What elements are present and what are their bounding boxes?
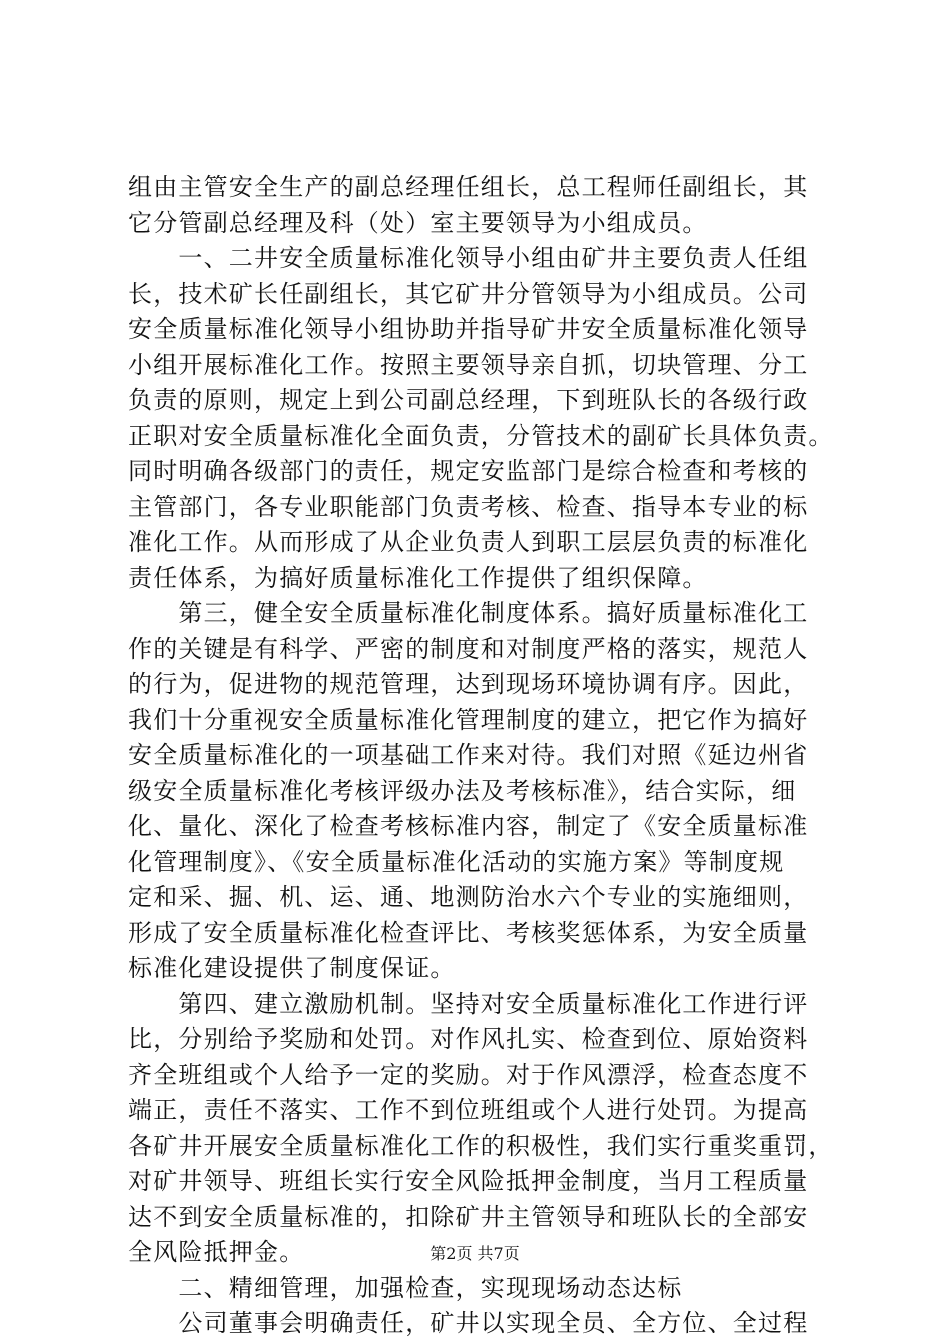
- text-line: 化管理制度》、《安全质量标准化活动的实施方案》等制度规: [128, 847, 785, 876]
- text-line: 二、精细管理，加强检查，实现现场动态达标: [128, 1273, 683, 1302]
- text-line: 作的关键是有科学、严密的制度和对制度严格的落实，规范人: [128, 634, 809, 663]
- text-line: 对矿井领导、班组长实行安全风险抵押金制度，当月工程质量: [128, 1167, 809, 1195]
- text-line: 全风险抵押金。: [128, 1238, 305, 1266]
- text-line: 的行为，促进物的规范管理，达到现场环境协调有序。因此，: [128, 670, 809, 698]
- text-line: 负责的原则，规定上到公司副总经理，下到班队长的各级行政: [128, 386, 809, 414]
- text-line: 我们十分重视安全质量标准化管理制度的建立，把它作为搞好: [128, 705, 809, 734]
- text-line: 公司董事会明确责任，矿井以实现全员、全方位、全过程: [128, 1309, 809, 1337]
- page-number-footer: 第2页 共7页: [430, 1244, 520, 1263]
- text-line: 第三，健全安全质量标准化制度体系。搞好质量标准化工: [128, 599, 809, 627]
- text-line: 它分管副总经理及科（处）室主要领导为小组成员。: [128, 208, 708, 237]
- text-line: 定和采、掘、机、运、通、地测防治水六个专业的实施细则，: [128, 883, 809, 911]
- text-line: 级安全质量标准化考核评级办法及考核标准》，结合实际，细: [128, 776, 797, 805]
- text-line: 一、二井安全质量标准化领导小组由矿井主要负责人任组: [128, 244, 809, 272]
- text-line: 责任体系，为搞好质量标准化工作提供了组织保障。: [128, 563, 708, 592]
- text-line: 形成了安全质量标准化检查评比、考核奖惩体系，为安全质量: [128, 918, 809, 947]
- text-line: 小组开展标准化工作。按照主要领导亲自抓，切块管理、分工: [128, 350, 809, 379]
- text-line: 长，技术矿长任副组长，其它矿井分管领导为小组成员。公司: [128, 279, 809, 308]
- text-line: 安全质量标准化的一项基础工作来对待。我们对照《延边州省: [128, 741, 809, 769]
- text-line: 同时明确各级部门的责任，规定安监部门是综合检查和考核的: [128, 457, 809, 485]
- text-line: 主管部门，各专业职能部门负责考核、检查、指导本专业的标: [128, 492, 809, 521]
- text-line: 组由主管安全生产的副总经理任组长，总工程师任副组长，其: [128, 173, 809, 201]
- text-line: 安全质量标准化领导小组协助并指导矿井安全质量标准化领导: [128, 315, 809, 343]
- text-line: 各矿井开展安全质量标准化工作的积极性，我们实行重奖重罚，: [128, 1131, 834, 1160]
- text-line: 端正，责任不落实、工作不到位班组或个人进行处罚。为提高: [128, 1096, 809, 1124]
- text-line: 标准化建设提供了制度保证。: [128, 954, 456, 982]
- text-line: 达不到安全质量标准的，扣除矿井主管领导和班队长的全部安: [128, 1202, 809, 1231]
- body-text: [128, 170, 848, 1342]
- text-line: 第四、建立激励机制。坚持对安全质量标准化工作进行评: [128, 989, 809, 1018]
- text-line: 比，分别给予奖励和处罚。对作风扎实、检查到位、原始资料: [128, 1025, 809, 1053]
- text-line: 准化工作。从而形成了从企业负责人到职工层层负责的标准化: [128, 528, 809, 556]
- text-line: 齐全班组或个人给予一定的奖励。对于作风漂浮，检查态度不: [128, 1060, 809, 1089]
- text-line: 正职对安全质量标准化全面负责，分管技术的副矿长具体负责。: [128, 421, 834, 450]
- text-line: 化、量化、深化了检查考核标准内容，制定了《安全质量标准: [128, 812, 809, 840]
